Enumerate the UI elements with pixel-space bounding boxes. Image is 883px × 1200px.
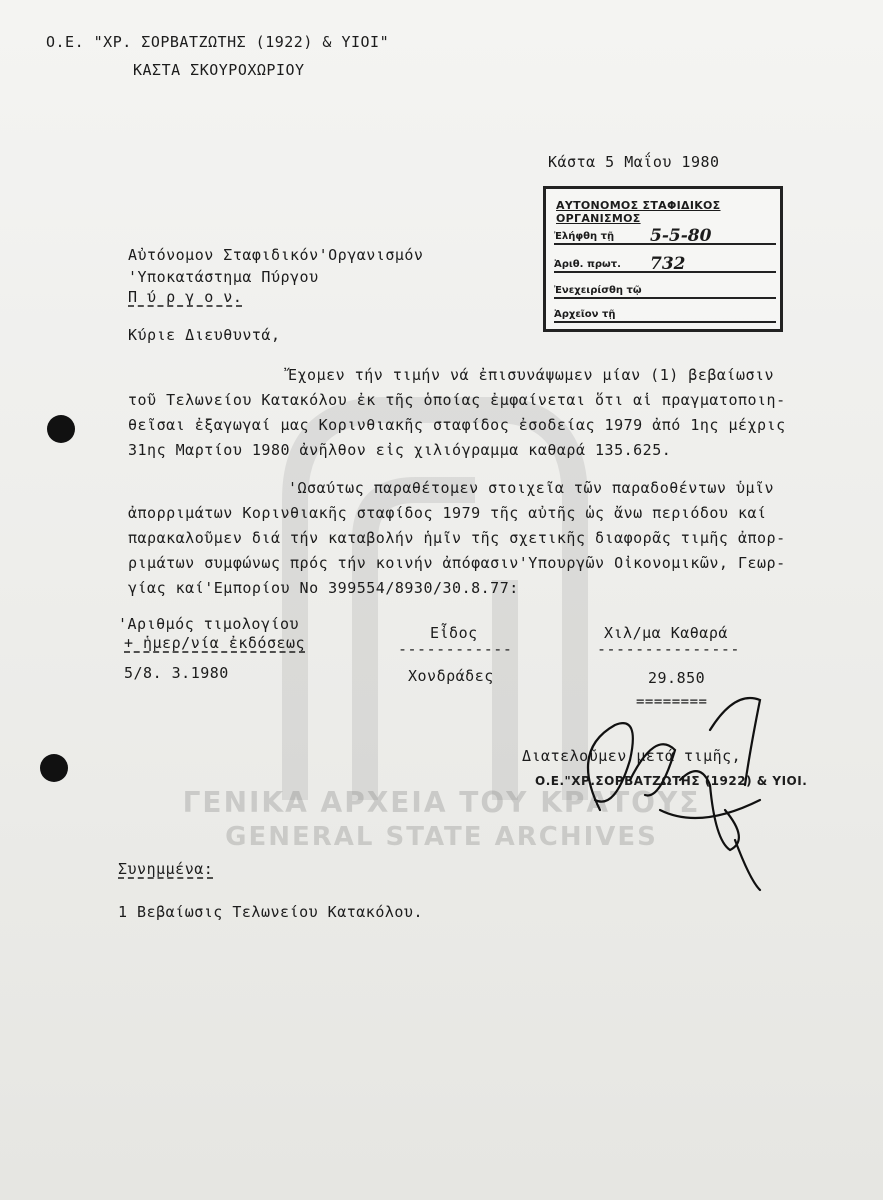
stamp-row-delivered — [554, 277, 776, 299]
company-location: ΚΑΣΤΑ ΣΚΟΥΡΟΧΩΡΙΟΥ — [133, 61, 305, 79]
salutation: Κύριε Διευθυντά, — [128, 326, 281, 344]
stamp-title: ΑΥΤΟΝΟΜΟΣ ΣΤΑΦΙΔΙΚΟΣ ΟΡΓΑΝΙΣΜΟΣ — [556, 199, 721, 225]
table-cell-invoice: 5/8. 3.1980 — [124, 664, 229, 682]
attachment-item: 1 Βεβαίωσις Τελωνείου Κατακόλου. — [118, 903, 423, 921]
date-line: Κάστα 5 Μαΐου 1980 — [548, 153, 720, 171]
handwritten-signature — [560, 690, 780, 900]
closing-signature-stamp: Ο.Ε."ΧΡ.ΣΟΡΒΑΤΖΩΤΗΣ (1922) & ΥΙΟΙ. — [535, 774, 808, 788]
stamp-label-archive: Ἀρχεῖον τῇ — [554, 309, 616, 320]
paragraph-2-line-1: 'Ωσαύτως παραθέτομεν στοιχεῖα τῶν παραδοθέντων ὑμῖν — [288, 479, 775, 497]
paragraph-2-line-2: ἀπορριμάτων Κορινθιακῆς σταφίδος 1979 τῆς αὐτῆς ὡς ἄνω περιόδου καί — [128, 504, 767, 522]
recipient-line-1: Αὐτόνομον Σταφιδικόν'Οργανισμόν — [128, 246, 424, 264]
paragraph-2-line-4: ριμάτων συμφώνως πρός τήν κοινήν ἀπόφασιν'Υπουργῶν Οἰκονομικῶν, Γεωρ- — [128, 554, 786, 572]
paragraph-1-line-4: 31ης Μαρτίου 1980 ἀνῆλθον εἰς χιλιόγραμμα καθαρά 135.625. — [128, 441, 672, 459]
paragraph-1-line-1: Ἔχομεν τήν τιμήν νά ἐπισυνάψωμεν μίαν (1) βεβαίωσιν — [288, 366, 775, 384]
stamp-value-protocol: 732 — [650, 254, 686, 274]
paragraph-1-line-3: θεῖσαι ἐξαγωγαί μας Κορινθιακῆς σταφίδος ἐσοδείας 1979 ἀπό 1ης μέχρις — [128, 416, 786, 434]
receipt-stamp — [543, 186, 783, 332]
table-rule-type: ------------ — [398, 640, 513, 658]
table-rule-kg: --------------- — [597, 640, 740, 658]
table-total-rule: ======== — [636, 694, 708, 710]
watermark-line-greek: ΓΕΝΙΚΑ ΑΡΧΕΙΑ ΤΟΥ ΚΡΑΤΟΥΣ — [182, 786, 701, 819]
table-header-type: Εἶδος — [430, 624, 478, 642]
closing-line: Διατελοῦμεν μετά τιμῆς, — [522, 747, 742, 765]
table-header-kg: Χιλ/μα Καθαρά — [604, 624, 728, 642]
paragraph-2-line-5: γίας καί'Εμπορίου Νο 399554/8930/30.8.77: — [128, 579, 519, 597]
table-cell-type: Χονδράδες — [408, 667, 494, 685]
recipient-line-3: Π ύ ρ γ ο ν. — [128, 288, 243, 306]
paragraph-2-line-3: παρακαλοῦμεν διά τήν καταβολήν ἡμῖν τῆς σχετικῆς διαφορᾶς τιμῆς ἀπορ- — [128, 529, 786, 547]
stamp-value-received: 5-5-80 — [650, 226, 712, 246]
attachments-heading: Συνημμένα: — [118, 860, 214, 878]
stamp-label-received: Ἐλήφθη τῇ — [554, 231, 615, 242]
stamp-row-archive — [554, 301, 776, 323]
table-cell-kg: 29.850 — [648, 669, 706, 687]
punch-hole-top — [47, 415, 75, 443]
table-header-invoice-2: + ἡμερ/νία ἐκδόσεως — [124, 634, 306, 652]
watermark-line-english: GENERAL STATE ARCHIVES — [225, 822, 658, 852]
company-name: Ο.Ε. "ΧΡ. ΣΟΡΒΑΤΖΩΤΗΣ (1922) & ΥΙΟΙ" — [46, 33, 390, 51]
table-header-invoice-1: 'Αριθμός τιμολογίου — [118, 615, 300, 633]
stamp-row-protocol — [554, 251, 776, 273]
paragraph-1-line-2: τοῦ Τελωνείου Κατακόλου ἐκ τῆς ὁποίας ἐμφαίνεται ὅτι αἱ πραγματοποιη- — [128, 391, 786, 409]
punch-hole-bottom — [40, 754, 68, 782]
stamp-label-protocol: Ἀριθ. πρωτ. — [554, 259, 621, 270]
recipient-line-2: 'Υποκατάστημα Πύργου — [128, 268, 319, 286]
stamp-label-delivered: Ἐνεχειρίσθη τῷ — [554, 285, 642, 296]
stamp-row-received — [554, 223, 776, 245]
